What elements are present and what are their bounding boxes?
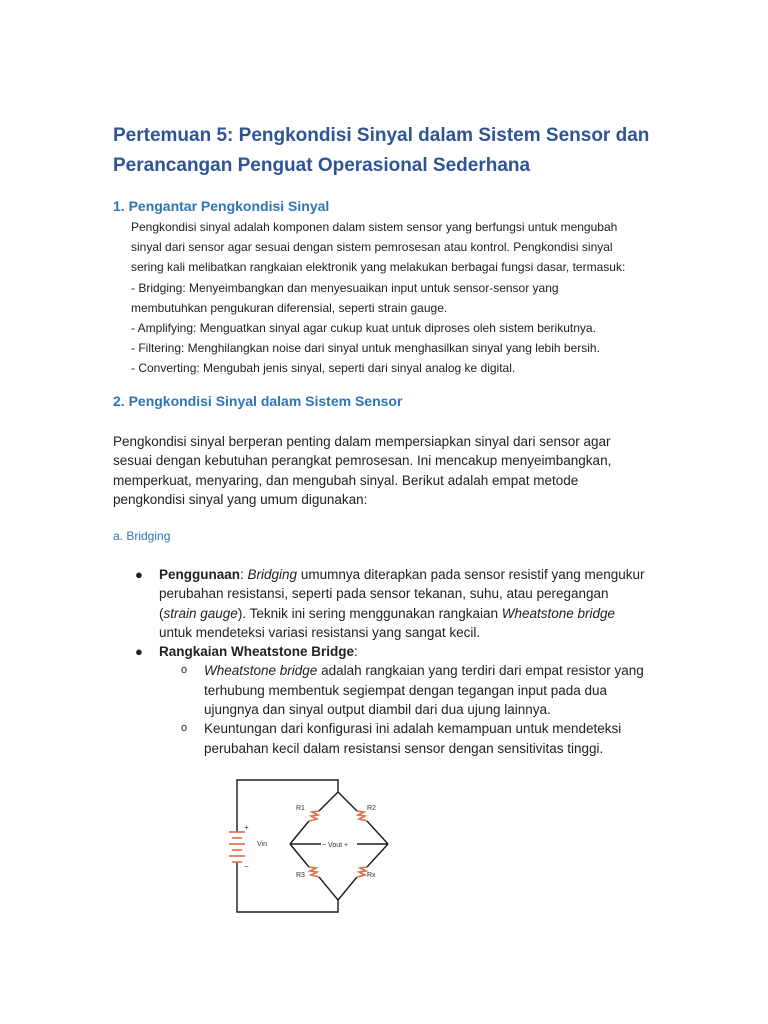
- wire: [290, 821, 309, 844]
- text: umumnya diterapkan pada sensor resistif yang mengukur: [297, 567, 645, 582]
- wire: [237, 862, 338, 912]
- label-r1: R1: [296, 805, 305, 812]
- bullet-label: Rangkaian Wheatstone Bridge: [159, 644, 355, 660]
- hollow-bullet-icon: o: [181, 722, 188, 735]
- resistor-r2: [357, 811, 367, 821]
- label-vout: − Vout +: [322, 842, 349, 849]
- wire: [367, 844, 388, 867]
- wheatstone-bridge-diagram: [221, 772, 411, 922]
- section-1-line: - Filtering: Menghilangkan noise dari sinyal untuk menghasilkan sinyal yang lebih bersih.: [131, 341, 600, 356]
- text: ). Teknik ini sering menggunakan rangkaian: [237, 605, 502, 621]
- wire: [237, 780, 338, 832]
- italic-term: Wheatstone bridge: [204, 663, 318, 679]
- text: adalah rangkaian yang terdiri dari empat resistor yang: [317, 663, 644, 679]
- label-minus: −: [244, 862, 249, 871]
- section-1-line: membutuhkan pengukuran diferensial, seperti strain gauge.: [131, 300, 448, 315]
- resistor-r1: [309, 811, 319, 821]
- wire: [319, 877, 338, 900]
- label-rx: Rx: [367, 872, 376, 879]
- bullet-list: [113, 565, 673, 758]
- hollow-bullet-icon: o: [181, 664, 188, 677]
- list-item: [113, 565, 673, 642]
- wire: [367, 821, 388, 844]
- subsection-a-heading: a. Bridging: [113, 529, 171, 543]
- section-2-line: pengkondisi sinyal yang umum digunakan:: [113, 491, 368, 507]
- bullet-label: Penggunaan: [159, 567, 241, 582]
- italic-term: strain gauge: [163, 605, 238, 621]
- text: ujungnya dan sinyal output diambil dari dua ujung lainnya.: [204, 702, 551, 718]
- bullet-icon: ●: [135, 644, 143, 660]
- section-2-line: memperkuat, menyaring, dan mengubah sinyal. Berikut adalah empat metode: [113, 472, 579, 488]
- section-1-body: [131, 217, 671, 379]
- section-2-heading: 2. Pengkondisi Sinyal dalam Sistem Sensor: [113, 393, 403, 409]
- text: terhubung membentuk segiempat dengan tegangan input pada dua: [204, 682, 608, 698]
- text: :: [240, 567, 248, 582]
- section-1-heading: 1. Pengantar Pengkondisi Sinyal: [113, 198, 330, 214]
- title-line-2: Perancangan Penguat Operasional Sederhana: [113, 155, 531, 176]
- section-1-line: sering kali melibatkan rangkaian elektronik yang melakukan berbagai fungsi dasar, termasuk:: [131, 260, 626, 275]
- section-2-line: sesuai dengan kebutuhan perangkat pemrosesan. Ini mencakup menyeimbangkan,: [113, 453, 612, 469]
- section-1-line: sinyal dari sensor agar sesuai dengan sistem pemrosesan atau kontrol. Pengkondisi sinyal: [131, 240, 613, 255]
- resistor-rx: [357, 867, 367, 877]
- sub-list-item: [113, 661, 673, 719]
- section-2-line: Pengkondisi sinyal berperan penting dalam mempersiapkan sinyal dari sensor agar: [113, 434, 611, 449]
- wire: [338, 792, 357, 811]
- section-1-line: - Bridging: Menyeimbangkan dan menyesuaikan input untuk sensor-sensor yang: [131, 280, 559, 295]
- resistor-r3: [309, 867, 319, 877]
- text: :: [354, 644, 358, 660]
- label-r3: R3: [296, 872, 305, 879]
- label-plus: +: [244, 823, 249, 832]
- wire: [338, 877, 357, 900]
- section-1-line: - Converting: Mengubah jenis sinyal, seperti dari sinyal analog ke digital.: [131, 361, 516, 376]
- bullet-icon: ●: [135, 567, 143, 582]
- text: untuk mendeteksi variasi resistansi yang sangat kecil.: [159, 624, 481, 640]
- page-title: [113, 121, 673, 181]
- wire: [319, 792, 338, 811]
- section-1-line: Pengkondisi sinyal adalah komponen dalam sistem sensor yang berfungsi untuk mengubah: [131, 220, 618, 234]
- sub-list-item: [113, 719, 673, 758]
- section-2-body: [113, 432, 653, 509]
- text: perubahan kecil dalam resistansi sensor dengan sensitivitas tinggi.: [204, 740, 604, 756]
- title-line-1: Pertemuan 5: Pengkondisi Sinyal dalam Sistem Sensor dan: [113, 125, 650, 146]
- section-1-line: - Amplifying: Menguatkan sinyal agar cukup kuat untuk diproses oleh sistem berikutnya.: [131, 321, 596, 336]
- italic-term: Bridging: [247, 567, 298, 582]
- label-r2: R2: [367, 805, 376, 812]
- list-item: [113, 642, 673, 661]
- wire: [290, 844, 309, 867]
- text: perubahan resistansi, seperti pada sensor tekanan, suhu, atau peregangan: [159, 586, 609, 602]
- text: Keuntungan dari konfigurasi ini adalah kemampuan untuk mendeteksi: [204, 721, 622, 737]
- italic-term: Wheatstone bridge: [501, 605, 616, 621]
- text: (: [159, 605, 164, 621]
- label-vin: Vin: [257, 841, 267, 848]
